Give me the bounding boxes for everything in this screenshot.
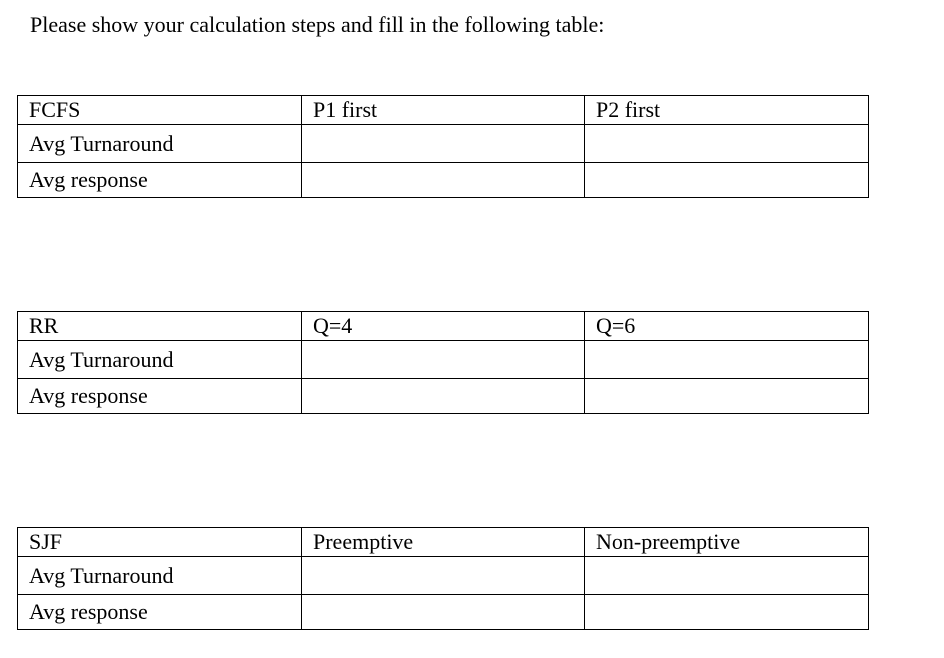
column-header-q6: Q=6	[585, 312, 869, 341]
cell-rr-response-q6[interactable]	[585, 379, 869, 414]
row-label-avg-response: Avg response	[18, 163, 302, 198]
column-header-q4: Q=4	[302, 312, 585, 341]
cell-sjf-turnaround-preemptive[interactable]	[302, 557, 585, 595]
column-header-p1-first: P1 first	[302, 96, 585, 125]
cell-fcfs-response-p1-first[interactable]	[302, 163, 585, 198]
rr-table	[17, 311, 869, 414]
row-label-avg-turnaround: Avg Turnaround	[18, 341, 302, 379]
table-title-sjf: SJF	[18, 528, 302, 557]
row-label-avg-turnaround: Avg Turnaround	[18, 557, 302, 595]
cell-rr-turnaround-q4[interactable]	[302, 341, 585, 379]
table-header-row	[18, 96, 869, 125]
row-label-avg-response: Avg response	[18, 595, 302, 630]
table-row	[18, 595, 869, 630]
sjf-table	[17, 527, 869, 630]
cell-fcfs-turnaround-p1-first[interactable]	[302, 125, 585, 163]
row-label-avg-turnaround: Avg Turnaround	[18, 125, 302, 163]
table-row	[18, 379, 869, 414]
cell-sjf-response-non-preemptive[interactable]	[585, 595, 869, 630]
cell-fcfs-response-p2-first[interactable]	[585, 163, 869, 198]
table-header-row	[18, 528, 869, 557]
table-row	[18, 125, 869, 163]
cell-sjf-turnaround-non-preemptive[interactable]	[585, 557, 869, 595]
cell-rr-response-q4[interactable]	[302, 379, 585, 414]
table-title-fcfs: FCFS	[18, 96, 302, 125]
table-row	[18, 341, 869, 379]
table-header-row	[18, 312, 869, 341]
cell-sjf-response-preemptive[interactable]	[302, 595, 585, 630]
table-row	[18, 557, 869, 595]
cell-rr-turnaround-q6[interactable]	[585, 341, 869, 379]
fcfs-table	[17, 95, 869, 198]
column-header-non-preemptive: Non-preemptive	[585, 528, 869, 557]
column-header-preemptive: Preemptive	[302, 528, 585, 557]
cell-fcfs-turnaround-p2-first[interactable]	[585, 125, 869, 163]
table-row	[18, 163, 869, 198]
row-label-avg-response: Avg response	[18, 379, 302, 414]
column-header-p2-first: P2 first	[585, 96, 869, 125]
instruction-text: Please show your calculation steps and fill in the following table:	[30, 12, 605, 37]
table-title-rr: RR	[18, 312, 302, 341]
